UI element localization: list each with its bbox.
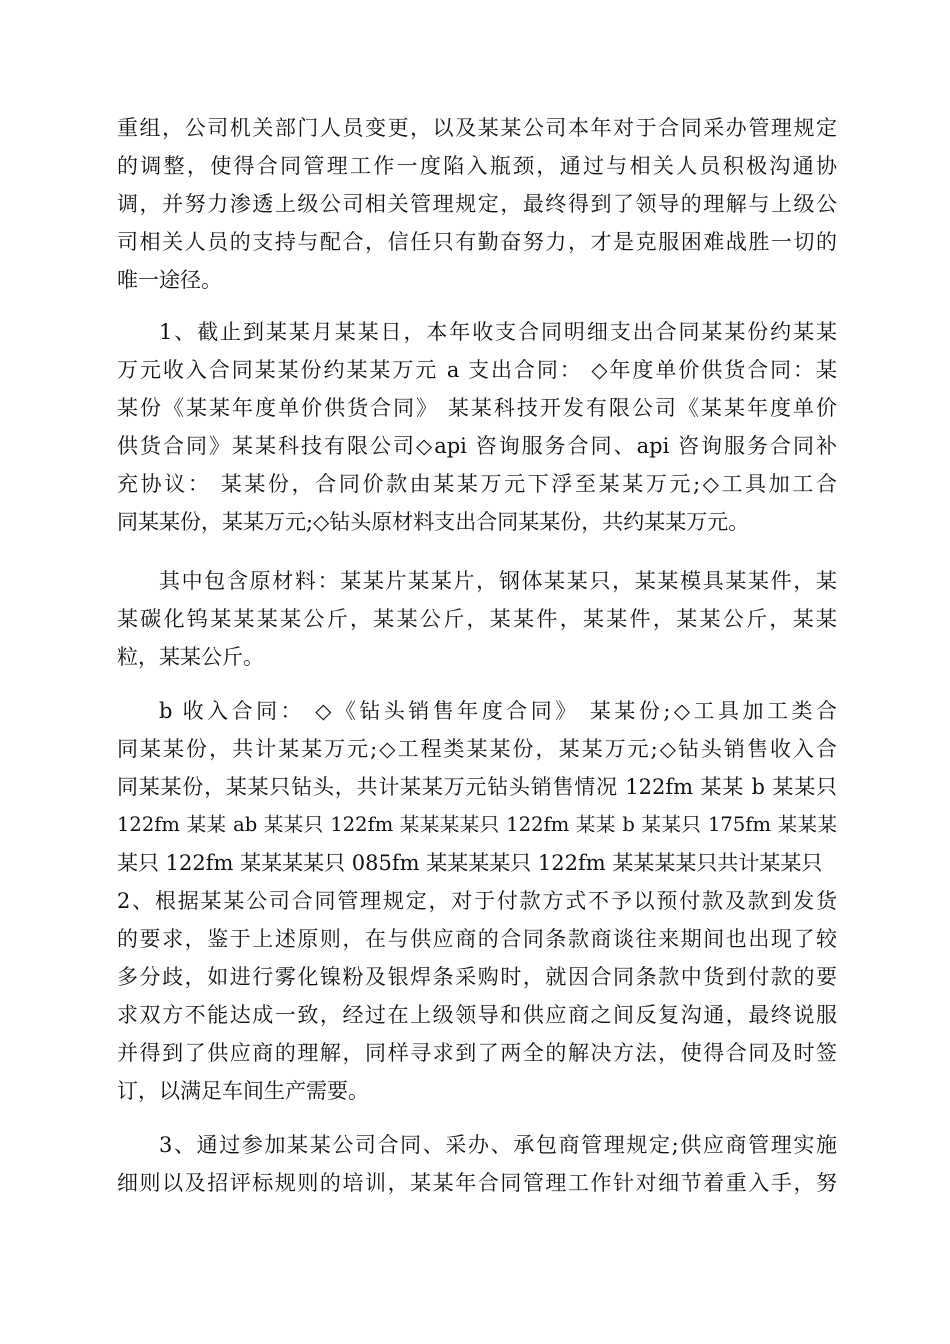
text-line: 同某某份，某某只钻头，共计某某万元钻头销售情况 122fm 某某 b 某某只 (117, 775, 837, 799)
text-line: 122fm 某某 ab 某某只 122fm 某某某某只 122fm 某某 b 某某只 175fm 某某某 (117, 813, 837, 836)
text-line: 重组，公司机关部门人员变更，以及某某公司本年对于合同采办管理规定 (117, 116, 837, 140)
text-line: 求双方不能达成一致，经过在上级领导和供应商之间反复沟通，最终说服 (117, 1003, 837, 1027)
text-line: 供货合同》某某科技有限公司◇api 咨询服务合同、api 咨询服务合同补 (117, 434, 837, 458)
text-line: 2、根据某某公司合同管理规定，对于付款方式不予以预付款及款到发货 (117, 889, 837, 913)
paragraph-contract-summary (117, 313, 837, 541)
text-line: 某份《某某年度单价供货合同》 某某科技开发有限公司《某某年度单价 (117, 396, 837, 420)
text-line: 细则以及招评标规则的培训，某某年合同管理工作针对细节着重入手，努 (117, 1171, 837, 1195)
text-line: 唯一途径。 (117, 268, 222, 292)
text-line: 的调整，使得合同管理工作一度陷入瓶颈，通过与相关人员积极沟通协 (117, 154, 837, 178)
text-line: 充协议： 某某份，合同价款由某某万元下浮至某某万元;◇工具加工合 (117, 472, 837, 496)
text-line: 1、截止到某某月某某日，本年收支合同明细支出合同某某份约某某 (159, 320, 837, 344)
text-line: 多分歧，如进行雾化镍粉及银焊条采购时，就因合同条款中货到付款的要 (117, 965, 837, 989)
text-line: 同某某份，某某万元;◇钻头原材料支出合同某某份，共约某某万元。 (117, 510, 750, 534)
paragraph-income-contracts (117, 692, 837, 1110)
text-line: 同某某份，共计某某万元;◇工程类某某份，某某万元;◇钻头销售收入合 (117, 737, 837, 761)
text-line: b 收入合同： ◇《钻头销售年度合同》 某某份;◇工具加工类合 (159, 699, 837, 723)
text-line: 某只 122fm 某某某某只 085fm 某某某某只 122fm 某某某某只共计某某只 (117, 851, 823, 875)
text-line: 调，并努力渗透上级公司相关管理规定，最终得到了领导的理解与上级公 (117, 192, 837, 216)
text-line: 司相关人员的支持与配合，信任只有勤奋努力，才是克服困难战胜一切的 (117, 230, 837, 254)
paragraph-team-restructuring (117, 109, 837, 299)
text-line: 万元收入合同某某份约某某万元 a 支出合同： ◇年度单价供货合同：某 (117, 358, 837, 382)
paragraph-training (117, 1126, 837, 1202)
paragraph-raw-materials (117, 562, 837, 676)
text-line: 订，以满足车间生产需要。 (117, 1079, 369, 1103)
text-line: 其中包含原材料：某某片某某片，钢体某某只，某某模具某某件，某 (159, 569, 837, 593)
text-line: 的要求，鉴于上述原则，在与供应商的合同条款商谈往来期间也出现了较 (117, 927, 837, 951)
text-line: 3、通过参加某某公司合同、采办、承包商管理规定;供应商管理实施 (159, 1133, 837, 1157)
text-line: 某碳化钨某某某某公斤，某某公斤，某某件，某某件，某某公斤，某某 (117, 607, 837, 631)
text-line: 并得到了供应商的理解，同样寻求到了两全的解决方法，使得合同及时签 (117, 1041, 837, 1065)
text-line: 粒，某某公斤。 (117, 645, 264, 669)
